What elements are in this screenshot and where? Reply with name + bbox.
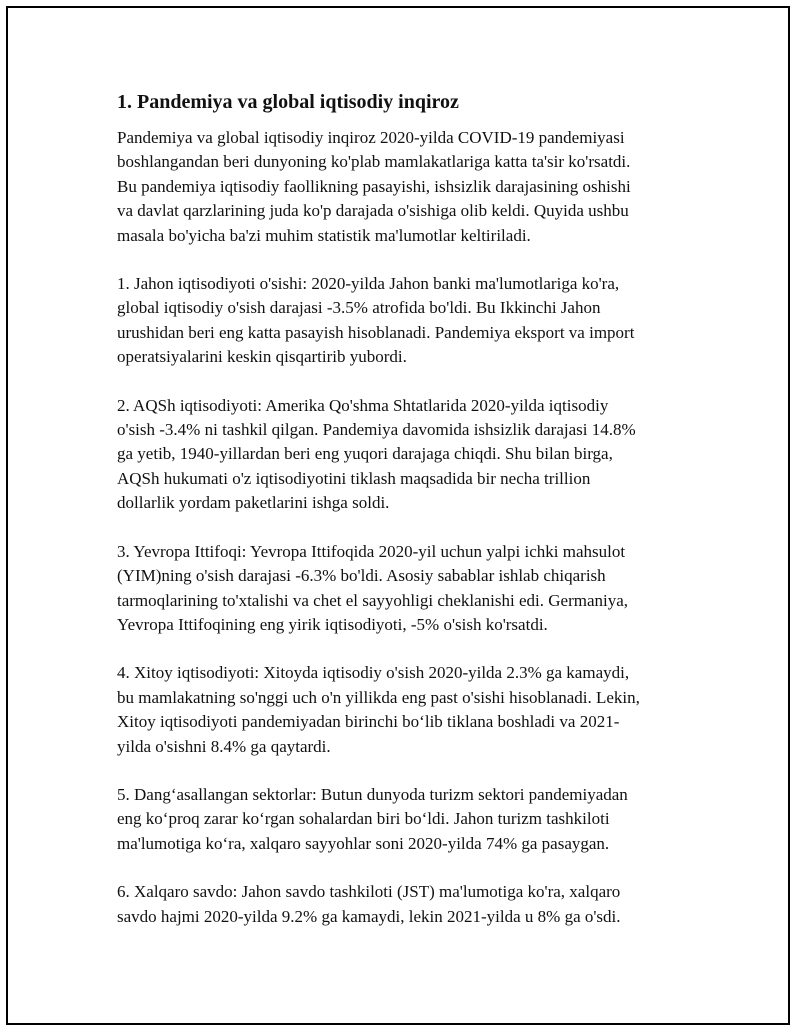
paragraph-european-union: 3. Yevropa Ittifoqi: Yevropa Ittifoqida 2020-yil uchun yalpi ichki mahsulot (YIM)ning o'sish darajasi -6.3% bo'ldi. Asosiy sabablar ishlab chiqarish tarmoqlarining to'xtalishi va chet el sayyohligi cheklanishi edi. Germaniya, Yevropa Ittifoqining eng yirik iqtisodiyoti, -5% o'sish ko'rsatdi. <box>117 541 629 634</box>
paragraph-china-economy: 4. Xitoy iqtisodiyoti: Xitoyda iqtisodiy o'sish 2020-yilda 2.3% ga kamaydi, bu mamlakatning so'nggi uch o'n yillikda eng past o'sishi hisoblanadi. Lekin, Xitoy iqtisodiyoti pandemiyadan birinchi bo‘lib tiklana boshladi va 2021- yilda o'sishni 8.4% ga qaytardi. <box>117 663 640 756</box>
paragraph-usa-economy: 2. AQSh iqtisodiyoti: Amerika Qo'shma Shtatlarida 2020-yilda iqtisodiy o'sish -3.4% ni tashkil qilgan. Pandemiya davomida ishsizlik darajasi 14.8% ga yetib, 1940-yillardan beri eng yuqori darajaga chiqdi. Shu bilan birga, AQSh hukumati o'z iqtisodiyotini tiklash maqsadida bir necha trillion dollarlik yordam paketlarini ishga soldi. <box>117 395 636 513</box>
document-body <box>117 90 697 953</box>
section-heading: 1. Pandemiya va global iqtisodiy inqiroz <box>117 91 459 113</box>
intro-paragraph: Pandemiya va global iqtisodiy inqiroz 2020-yilda COVID-19 pandemiyasi boshlangandan beri dunyoning ko'plab mamlakatlariga katta ta'sir ko'rsatdi. Bu pandemiya iqtisodiy faollikning pasayishi, ishsizlik darajasining oshishi va davlat qarzlarining juda ko'p darajada o'sishiga olib keldi. Quyida ushbu masala bo'yicha ba'zi muhim statistik ma'lumotlar keltiriladi. <box>117 128 631 245</box>
paragraph-affected-sectors: 5. Dang‘asallangan sektorlar: Butun dunyoda turizm sektori pandemiyadan eng ko‘proq zarar ko‘rgan sohalardan biri bo‘ldi. Jahon turizm tashkiloti ma'lumotiga ko‘ra, xalqaro sayyohlar soni 2020-yilda 74% ga pasaygan. <box>117 784 628 853</box>
paragraph-world-economy: 1. Jahon iqtisodiyoti o'sishi: 2020-yilda Jahon banki ma'lumotlariga ko'ra, global iqtisodiy o'sish darajasi -3.5% atrofida bo'ldi. Bu Ikkinchi Jahon urushidan beri eng katta pasayish hisoblanadi. Pandemiya eksport va import operatsiyalarini keskin qisqartirib yubordi. <box>117 274 635 367</box>
paragraph-international-trade: 6. Xalqaro savdo: Jahon savdo tashkiloti (JST) ma'lumotiga ko'ra, xalqaro savdo hajmi 2020-yilda 9.2% ga kamaydi, lekin 2021-yilda u 8% ga o'sdi. <box>117 882 621 926</box>
